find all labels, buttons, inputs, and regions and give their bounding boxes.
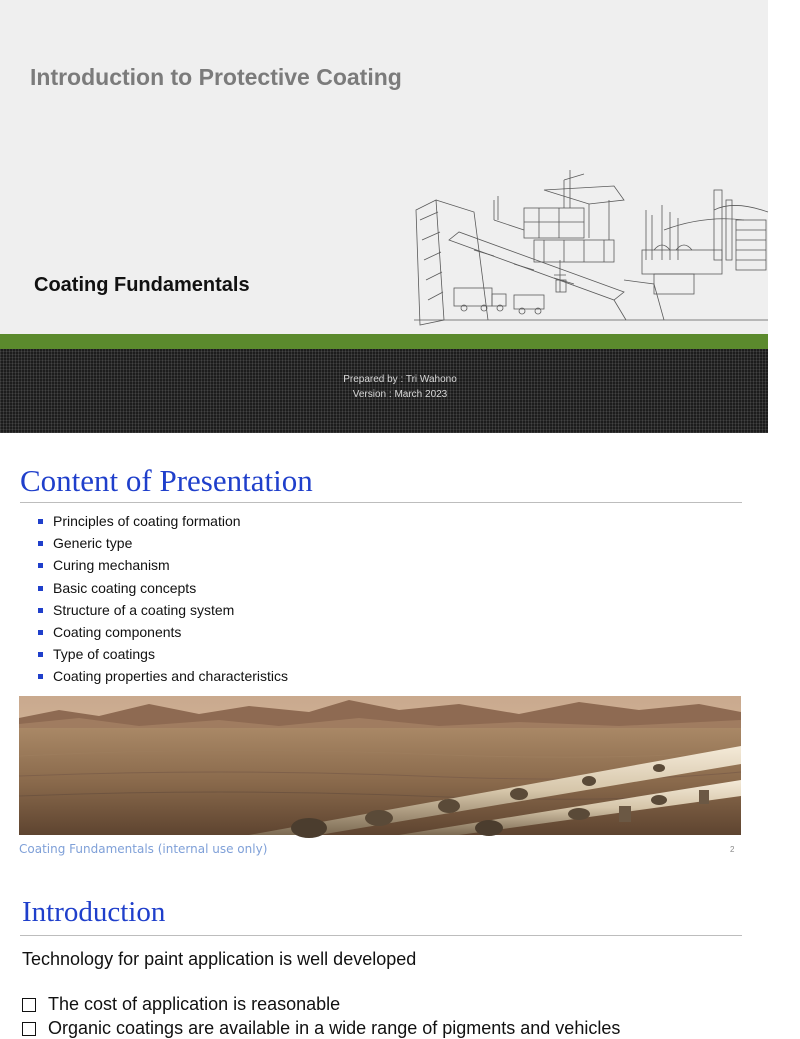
intro-body-text: Technology for paint application is well developed [22,949,417,969]
page-number: 2 [730,845,735,854]
bullet-icon [38,608,43,613]
presentation-subtitle: Coating Fundamentals [34,274,250,296]
bullet-icon [38,563,43,568]
checklist-item: The cost of application is reasonable [22,994,340,1015]
list-item: Basic coating concepts [38,580,288,602]
checkbox-icon [22,998,36,1012]
bullet-icon [38,652,43,657]
introduction-title: Introduction [22,896,166,928]
checkbox-icon [22,1022,36,1036]
title-divider [20,502,742,503]
contents-title: Content of Presentation [20,463,313,498]
list-item: Curing mechanism [38,557,288,579]
slide-footer: Coating Fundamentals (internal use only) [19,842,268,856]
list-item: Structure of a coating system [38,602,288,624]
checklist-item: Organic coatings are available in a wide range of pigments and vehicles [22,1018,620,1039]
list-item: Generic type [38,535,288,557]
version-date: Version : March 2023 [352,389,448,400]
bullet-icon [38,630,43,635]
list-item: Coating components [38,624,288,646]
list-item: Type of coatings [38,646,288,668]
industrial-plant-sketch [414,160,768,330]
desert-pipeline-photo [19,696,741,835]
prepared-by: Prepared by : Tri Wahono [343,374,457,385]
bullet-icon [38,674,43,679]
bullet-icon [38,541,43,546]
presentation-title: Introduction to Protective Coating [30,64,402,90]
bullet-icon [38,586,43,591]
contents-list [38,513,288,691]
introduction-slide [0,868,768,1038]
title-slide [0,0,768,433]
list-item: Coating properties and characteristics [38,668,288,690]
title-divider [20,935,742,936]
bullet-icon [38,519,43,524]
contents-slide [0,433,768,868]
author-info [0,372,800,402]
accent-bar [0,334,768,349]
list-item: Principles of coating formation [38,513,288,535]
